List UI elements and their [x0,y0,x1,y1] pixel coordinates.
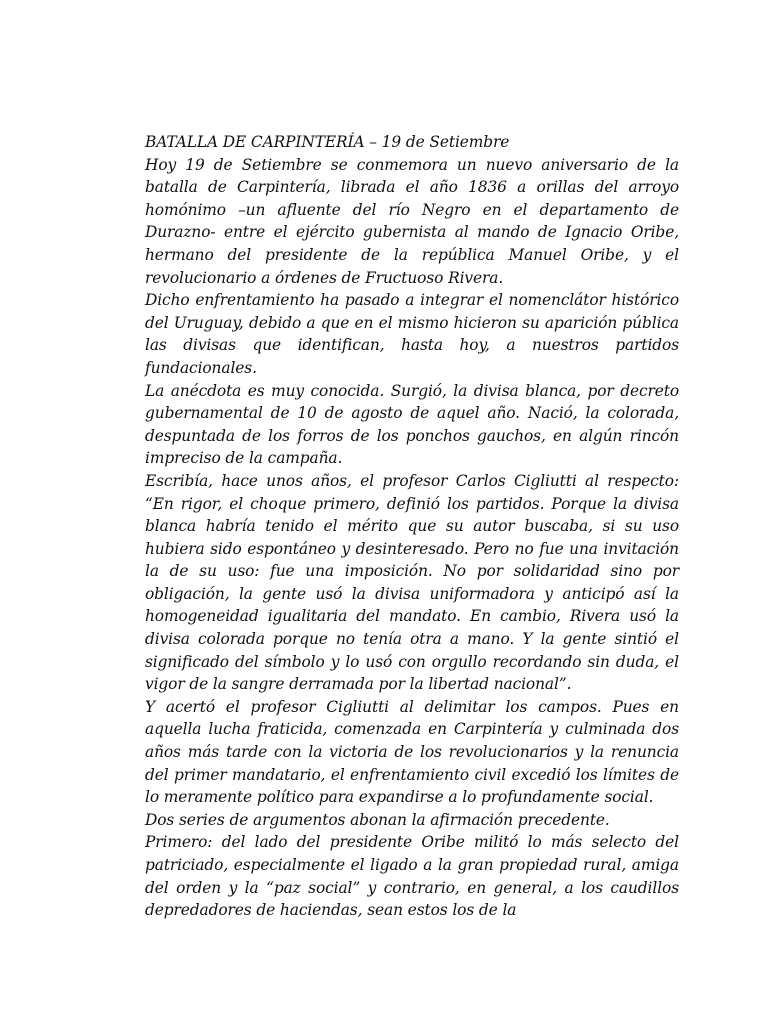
paragraph-arguments: Dos series de argumentos abonan la afirmación precedente. [145,810,610,829]
document-page [145,131,679,922]
paragraph-anecdote: La anécdota es muy conocida. Surgió, la divisa blanca, por decreto gubernamental de 10 de agosto de aquel año. Nació, la colorada, despuntada de los forros de los ponchos gauchos, en algún rincón impreciso de la campaña. [145,381,679,468]
paragraph-first-argument: Primero: del lado del presidente Oribe militó lo más selecto del patriciado, especialmente el ligado a la gran propiedad rural, amiga del orden y la “paz social” y contrario, en general, a los caudillos depredadores de haciendas, sean estos los de la [145,833,679,920]
paragraph-nomenclator: Dicho enfrentamiento ha pasado a integrar el nomenclátor histórico del Uruguay, debido a que en el mismo hicieron su aparición pública las divisas que identifican, hasta hoy, a nuestros partidos fundacionales. [145,291,679,377]
paragraph-intro: Hoy 19 de Setiembre se conmemora un nuevo aniversario de la batalla de Carpintería, librada el año 1836 a orillas del arroyo homónimo –un afluente del río Negro en el departamento de Durazno- entre el ejército gubernista al mando de Ignacio Oribe, hermano del presidente de la república Manuel Oribe, y el revolucionario a órdenes de Fructuoso Rivera. [145,155,679,287]
paragraph-cigliutti-quote: Escribía, hace unos años, el profesor Carlos Cigliutti al respecto: “En rigor, el choque primero, definió los partidos. Porque la divisa blanca habría tenido el mérito que su autor buscaba, si su uso hubiera sido espontáneo y desinteresado. Pero no fue una invitación la de su uso: fue una imposición. No por solidaridad sino por obligación, la gente usó la divisa uniformadora y anticipó así la homogeneidad igualitaria del mandato. En cambio, Rivera usó la divisa colorada porque no tenía otra a mano. Y la gente sintió el significado del símbolo y lo usó con orgullo recordando sin duda, el vigor de la sangre derramada por la libertad nacional”. [145,471,679,694]
document-title: BATALLA DE CARPINTERÍA – 19 de Setiembre [145,133,510,151]
paragraph-fields: Y acertó el profesor Cigliutti al delimitar los campos. Pues en aquella lucha fraticida, comenzada en Carpintería y culminada dos años más tarde con la victoria de los revolucionarios y la renuncia del primer mandatario, el enfrentamiento civil excedió los límites de lo meramente político para expandirse a lo profundamente social. [145,697,679,807]
